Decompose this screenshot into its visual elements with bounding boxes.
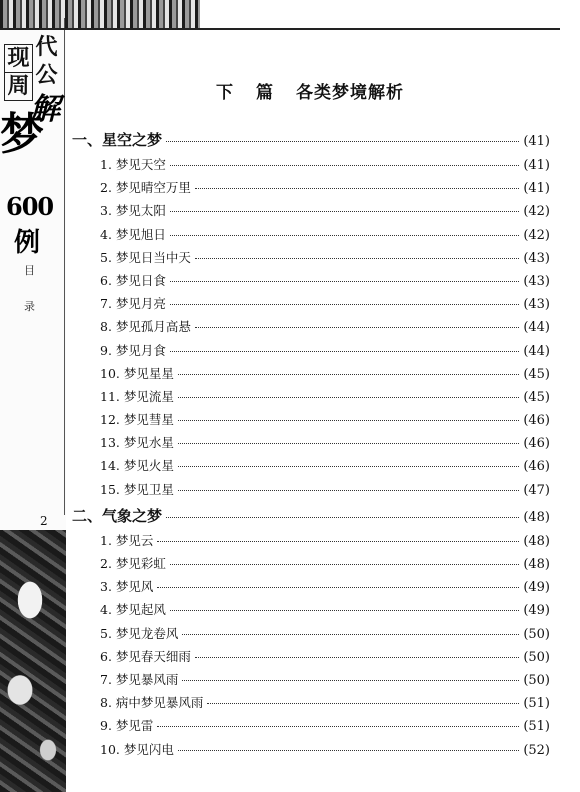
leader-dots [182, 680, 519, 681]
toc-entry-row[interactable] [72, 341, 550, 364]
toc-entry-row[interactable] [72, 248, 550, 271]
toc-entry-row[interactable] [72, 410, 550, 433]
book-title-char: 解 [30, 92, 60, 127]
logo-char: 代 [35, 34, 58, 60]
toc-page-ref: (52) [523, 742, 550, 758]
toc-entry-title: 2. 梦见晴空万里 [100, 180, 191, 196]
toc-entry-title: 6. 梦见日食 [100, 272, 166, 288]
toc-entry-title: 4. 梦见起风 [100, 602, 166, 618]
toc-entry-row[interactable] [72, 271, 550, 294]
toc-entry-row[interactable] [72, 531, 550, 554]
leader-dots [178, 490, 519, 491]
toc-entry-title: 6. 梦见春天细雨 [100, 648, 191, 664]
toc-page-ref: (50) [523, 649, 550, 665]
page-number: 2 [40, 514, 48, 528]
toc-entry-row[interactable] [72, 387, 550, 410]
toc-entry-title: 1. 梦见天空 [100, 157, 166, 172]
vertical-label-char: 目 [24, 264, 35, 277]
leader-dots [170, 304, 519, 305]
leader-dots [195, 188, 519, 189]
toc-entry-row[interactable] [72, 480, 550, 503]
toc-entry-title: 10. 梦见闪电 [100, 741, 174, 757]
toc-page-ref: (48) [523, 509, 550, 525]
toc-entry-row[interactable] [72, 670, 550, 693]
page-title-part: 各类梦境解析 [296, 83, 404, 103]
toc-page-ref: (45) [523, 389, 550, 405]
logo-char: 周 [4, 72, 33, 101]
book-title-char: 例 [14, 228, 41, 258]
leader-dots [170, 235, 519, 236]
toc-entry-row[interactable] [72, 600, 550, 623]
toc-entry-title: 5. 梦见龙卷风 [100, 625, 179, 641]
toc-page-ref: (49) [523, 603, 550, 619]
leader-dots [170, 610, 519, 611]
toc-section-title: 一、星空之梦 [72, 131, 163, 149]
toc-entry-title: 14. 梦见火星 [100, 458, 174, 474]
toc-page-ref: (48) [523, 533, 550, 549]
toc-entry-title: 9. 梦见雷 [100, 718, 154, 734]
leader-dots [195, 258, 519, 259]
leader-dots [195, 327, 519, 328]
toc-entry-title: 3. 梦见太阳 [100, 203, 166, 219]
leader-dots [166, 517, 519, 518]
toc-entry-title: 11. 梦见流星 [100, 388, 174, 404]
toc-section-title: 二、气象之梦 [72, 506, 163, 525]
toc-page-ref: (43) [523, 273, 550, 289]
toc-entry-title: 4. 梦见旭日 [100, 226, 166, 242]
toc-entry-row[interactable] [72, 716, 550, 739]
toc-entry-title: 2. 梦见彩虹 [100, 556, 166, 571]
toc-entry-row[interactable] [72, 201, 550, 224]
leader-dots [170, 564, 519, 565]
vertical-label-char: 录 [24, 300, 35, 313]
toc-entry-row[interactable] [72, 554, 550, 577]
toc-entry-title: 3. 梦见风 [100, 579, 154, 595]
logo-char: 现 [4, 44, 33, 73]
page-title [0, 78, 580, 103]
toc-entry-title: 9. 梦见月食 [100, 342, 166, 358]
toc-page-ref: (45) [523, 366, 550, 382]
toc-entry-title: 8. 梦见孤月高悬 [100, 319, 191, 335]
leader-dots [170, 281, 519, 282]
toc-page-ref: (43) [523, 250, 550, 266]
toc-page-ref: (43) [523, 297, 550, 313]
toc-page-ref: (44) [523, 343, 550, 359]
toc-entry-title: 15. 梦见卫星 [100, 481, 174, 497]
page-title-part: 下 [216, 83, 234, 103]
toc-page-ref: (46) [523, 413, 550, 429]
toc-page-ref: (42) [523, 204, 550, 220]
leader-dots [157, 541, 519, 542]
leader-dots [195, 657, 519, 658]
toc-page-ref: (46) [523, 436, 550, 452]
toc-page-ref: (46) [523, 459, 550, 475]
leader-dots [170, 165, 519, 166]
leader-dots [166, 141, 519, 142]
leader-dots [178, 466, 519, 467]
toc-entry-row[interactable] [72, 577, 550, 600]
leader-dots [178, 443, 519, 444]
leader-dots [178, 374, 519, 375]
toc-section-row[interactable] [72, 505, 550, 531]
toc-entry-title: 12. 梦见彗星 [100, 412, 174, 428]
toc-page-ref: (42) [523, 227, 550, 243]
toc-page-ref: (50) [523, 626, 550, 642]
leader-dots [157, 726, 519, 727]
toc-page-ref: (41) [523, 134, 550, 149]
page-title-part: 篇 [256, 83, 274, 103]
book-title-count: 600 [6, 192, 54, 221]
toc-entry-row[interactable] [72, 155, 550, 178]
toc-page-ref: (48) [523, 557, 550, 572]
toc-page-ref: (50) [523, 672, 550, 688]
logo-char: 公 [35, 62, 58, 88]
toc-entry-row[interactable] [72, 456, 550, 479]
book-sidebar [0, 0, 66, 792]
toc-entry-title: 13. 梦见水星 [100, 435, 174, 451]
table-of-contents [72, 127, 550, 763]
book-title-char: 梦 [0, 109, 44, 160]
toc-page-ref: (41) [523, 158, 550, 173]
toc-entry-row[interactable] [72, 740, 550, 763]
toc-page-ref: (51) [523, 696, 550, 712]
toc-entry-title: 8. 病中梦见暴风雨 [100, 695, 204, 711]
leader-dots [178, 397, 519, 398]
toc-entry-row[interactable] [72, 624, 550, 647]
leader-dots [207, 703, 519, 704]
toc-page-ref: (51) [523, 719, 550, 735]
toc-entry-title: 1. 梦见云 [100, 532, 154, 548]
decorative-photo [0, 530, 66, 792]
toc-entry-row[interactable] [72, 317, 550, 340]
toc-entry-row[interactable] [72, 364, 550, 387]
toc-entry-row[interactable] [72, 433, 550, 456]
leader-dots [178, 750, 519, 751]
leader-dots [170, 351, 519, 352]
leader-dots [178, 420, 519, 421]
toc-section-row[interactable] [72, 129, 550, 155]
toc-entry-title: 10. 梦见星星 [100, 365, 174, 381]
toc-page-ref: (41) [523, 181, 550, 197]
toc-entry-title: 7. 梦见暴风雨 [100, 671, 179, 687]
toc-entry-title: 5. 梦见日当中天 [100, 249, 191, 265]
toc-page-ref: (44) [523, 320, 550, 336]
leader-dots [170, 211, 519, 212]
leader-dots [182, 634, 519, 635]
toc-entry-row[interactable] [72, 294, 550, 317]
toc-entry-row[interactable] [72, 693, 550, 716]
toc-entry-row[interactable] [72, 225, 550, 248]
toc-page-ref: (49) [523, 580, 550, 596]
toc-page-ref: (47) [523, 482, 550, 498]
toc-entry-title: 7. 梦见月亮 [100, 296, 166, 312]
toc-entry-row[interactable] [72, 178, 550, 201]
leader-dots [157, 587, 519, 588]
header-rule [0, 28, 560, 30]
decorative-header-strip [0, 0, 200, 30]
toc-entry-row[interactable] [72, 647, 550, 670]
